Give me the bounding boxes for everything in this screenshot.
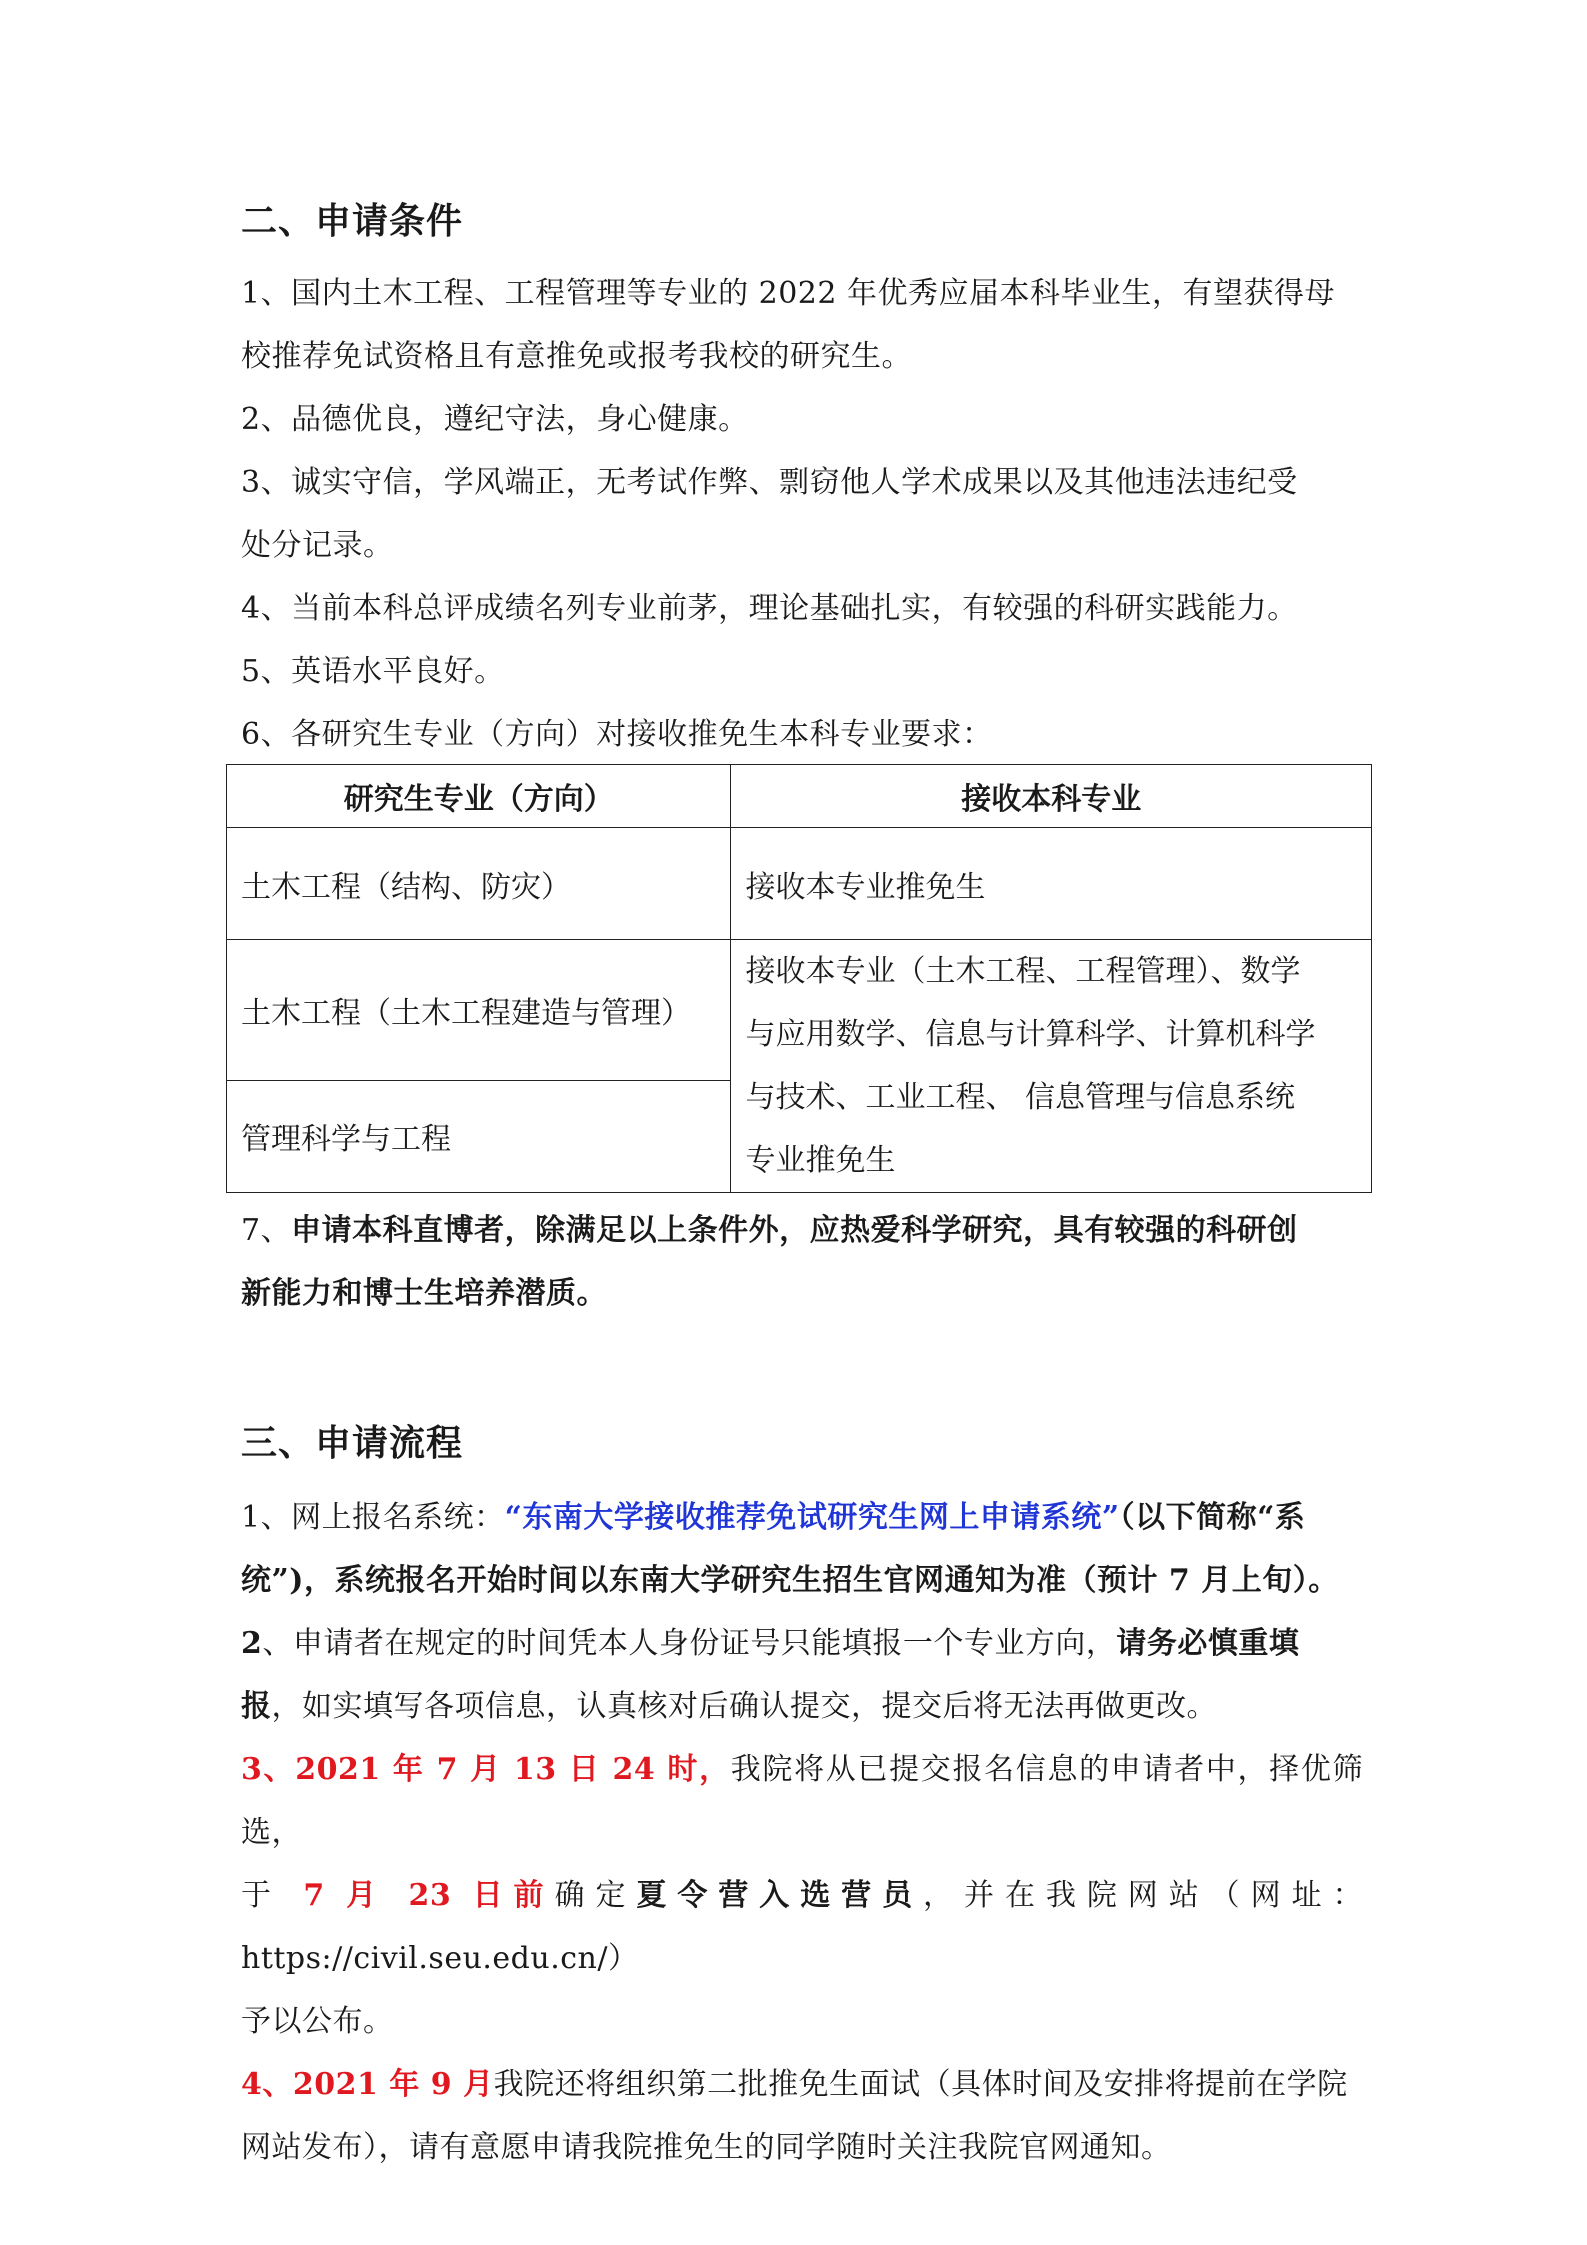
section-3 <box>241 1420 1363 1468</box>
step-2-bold-end: 请务必慎重填 <box>1116 1626 1300 1661</box>
step-2-number: 2 <box>241 1626 263 1661</box>
table-cell-major <box>227 1080 731 1192</box>
section-2-items <box>241 262 1363 766</box>
table-header-row <box>227 765 1372 828</box>
item-3-line-1: 3、诚实守信，学风端正，无考试作弊、剽窃他人学术成果以及其他违法违纪受 <box>241 465 1298 500</box>
item-7-prefix: 7、 <box>241 1213 292 1248</box>
item-1-line-1: 1、国内土木工程、工程管理等专业的 2022 年优秀应届本科毕业生，有望获得母 <box>241 276 1336 311</box>
step-3-line-2-text-1: 确定 <box>554 1878 637 1913</box>
table-header-undergrad-major: 接收本科专业 <box>731 765 1372 828</box>
step-3-line-3: 予以公布。 <box>241 2004 394 2039</box>
table-cell-text: 土木工程（土木工程建造与管理） <box>241 995 691 1031</box>
section-3-items <box>241 1486 1363 2179</box>
step-1-line-2: 统”)，系统报名开始时间以东南大学研究生招生官网通知为准（预计 7 月上旬）。 <box>241 1563 1339 1598</box>
step-3-line-2-text-2: ，并在我院网站（网址：https://civil.seu.edu.cn/） <box>241 1878 1364 1976</box>
accepted-line-2: 与应用数学、信息与计算科学、计算机科学 <box>745 1017 1316 1052</box>
accepted-line-1: 接收本专业（土木工程、工程管理）、数学 <box>745 954 1301 989</box>
step-1-prefix: 1、网上报名系统： <box>241 1500 505 1535</box>
step-1-line-1 <box>241 1486 1363 1549</box>
item-7-line-2: 新能力和博士生培养潜质。 <box>241 1276 607 1311</box>
step-3-line-2-bold: 夏令营入选营员 <box>636 1878 924 1913</box>
table-cell-major <box>227 828 731 940</box>
item-2: 2、品德优良，遵纪守法，身心健康。 <box>241 402 749 437</box>
step-3-line-2 <box>241 1864 1363 1990</box>
table-cell-accepted <box>731 828 1372 940</box>
step-3-announce-date: 7 月 23 日前 <box>281 1878 555 1913</box>
item-7-line-1 <box>241 1199 1363 1262</box>
item-5: 5、英语水平良好。 <box>241 654 505 689</box>
item-7-bold-text: 申请本科直博者，除满足以上条件外，应热爱科学研究，具有较强的科研创 <box>291 1213 1298 1248</box>
step-4-line-1 <box>241 2053 1363 2116</box>
table-row <box>227 940 1372 1081</box>
step-4-line-2: 网站发布），请有意愿申请我院推免生的同学随时关注我院官网通知。 <box>241 2130 1172 2165</box>
step-2-line-2-bold: 报 <box>241 1689 272 1724</box>
table-cell-text: 土木工程（结构、防灾） <box>241 869 571 905</box>
section-2 <box>241 198 1363 246</box>
table-header-graduate-major: 研究生专业（方向） <box>227 765 731 828</box>
item-4: 4、当前本科总评成绩名列专业前茅，理论基础扎实，有较强的科研实践能力。 <box>241 591 1298 626</box>
section-2-heading: 二、申请条件 <box>241 201 464 242</box>
table-cell-text: 接收本专业推免生 <box>745 869 986 905</box>
step-3-text: 我院将从已提交报名信息的申请者中，择优筛选， <box>241 1752 1363 1850</box>
section-2-item-7 <box>241 1199 1363 1325</box>
accepted-line-3: 与技术、工业工程、 信息管理与信息系统 <box>745 1080 1295 1115</box>
table-cell-accepted-merged <box>731 940 1372 1193</box>
major-requirements-table <box>226 764 1372 1193</box>
table-cell-text: 管理科学与工程 <box>241 1122 451 1158</box>
step-3-line-1 <box>241 1738 1363 1864</box>
accepted-line-4: 专业推免生 <box>745 1143 896 1178</box>
table-row <box>227 828 1372 940</box>
item-6: 6、各研究生专业（方向）对接收推免生本科专业要求： <box>241 717 993 752</box>
step-3-line-2-prefix: 于 <box>241 1878 282 1913</box>
item-1-line-2: 校推荐免试资格且有意推免或报考我校的研究生。 <box>241 339 912 374</box>
step-2-text: 、申请者在规定的时间凭本人身份证号只能填报一个专业方向， <box>262 1626 1117 1661</box>
application-system-name: “东南大学接收推荐免试研究生网上申请系统” <box>504 1500 1120 1535</box>
step-3-deadline: 3、2021 年 7 月 13 日 24 时， <box>241 1752 731 1787</box>
step-4-text: 我院还将组织第二批推免生面试（具体时间及安排将提前在学院 <box>493 2067 1348 2102</box>
step-2-line-2-text: ，如实填写各项信息，认真核对后确认提交，提交后将无法再做更改。 <box>271 1689 1217 1724</box>
step-1-bold-tail: （以下简称“系 <box>1119 1500 1306 1535</box>
section-3-heading: 三、申请流程 <box>241 1423 464 1464</box>
step-4-date: 4、2021 年 9 月 <box>241 2067 494 2102</box>
step-2-line-2 <box>241 1675 1363 1738</box>
item-3-line-2: 处分记录。 <box>241 528 394 563</box>
step-2-line-1 <box>241 1612 1363 1675</box>
table-cell-major <box>227 940 731 1081</box>
